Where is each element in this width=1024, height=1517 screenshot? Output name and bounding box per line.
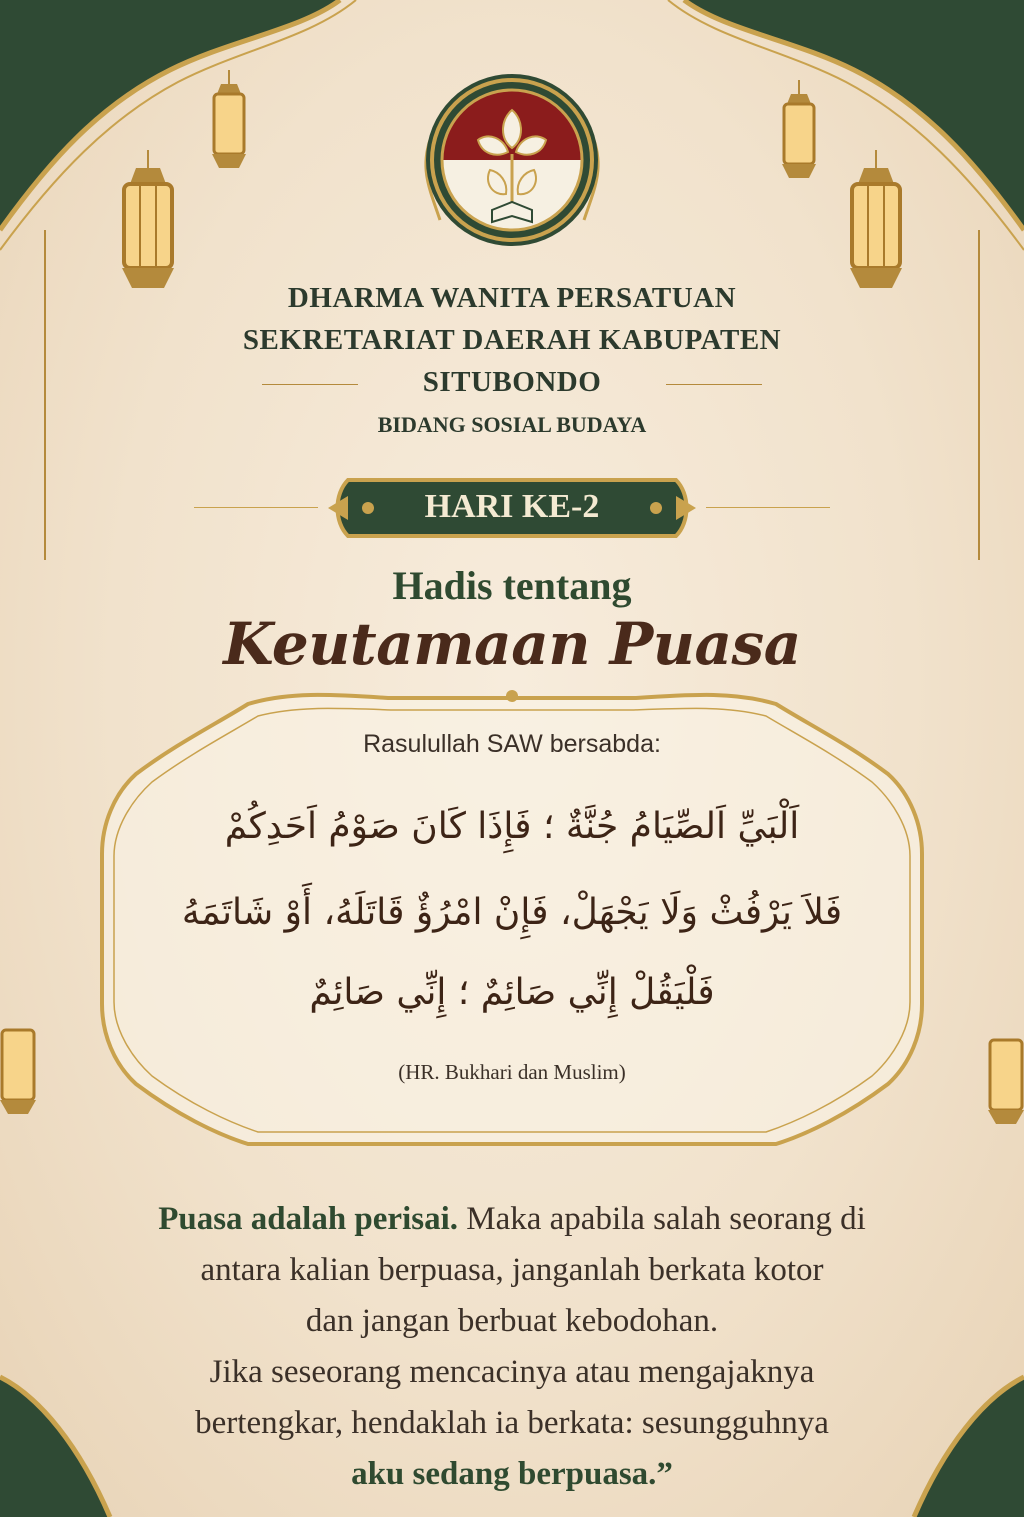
hadith-source: (HR. Bukhari dan Muslim) <box>398 1060 626 1084</box>
arabic-text-line2: فَلاَ يَرْفُثْ وَلَا يَجْهَلْ، فَإِنْ امْرُؤٌ قَاتَلَهُ، أَوْ شَاتَمَهُ <box>181 892 843 933</box>
organization-logo <box>400 70 624 260</box>
translation-line1-rest: Maka apabila salah seorang di <box>458 1201 866 1237</box>
org-name-line3: SITUBONDO <box>422 366 602 398</box>
arabic-text-line3: فَلْيَقُلْ إِنِّي صَائِمٌ ؛ إِنِّي صَائِمٌ <box>309 972 715 1013</box>
translation-line2: antara kalian berpuasa, janganlah berkata kotor <box>200 1252 824 1288</box>
translation-line3: dan jangan berbuat kebodohan. <box>305 1303 719 1339</box>
arabic-text-line1: اَلْبَيِّ اَلصِّيَامُ جُنَّةٌ ؛ فَإِذَا كَانَ صَوْمُ اَحَدِكُمْ <box>224 806 800 847</box>
divider-right <box>666 384 762 385</box>
org-name-line1: DHARMA WANITA PERSATUAN <box>287 282 737 314</box>
department-name: BIDANG SOSIAL BUDAYA <box>377 412 647 437</box>
translation-paragraph <box>90 1194 934 1500</box>
hadith-intro: Rasulullah SAW bersabda: <box>363 730 661 758</box>
lantern-icon <box>774 80 824 190</box>
org-name-line2: SEKRETARIAT DAERAH KABUPATEN <box>242 324 782 356</box>
banner-line-left <box>194 507 318 508</box>
banner-line-right <box>706 507 830 508</box>
divider-left <box>262 384 358 385</box>
translation-line1 <box>90 1194 934 1245</box>
translation-line4: Jika seseorang mencacinya atau mengajaknya <box>209 1354 815 1390</box>
lantern-icon <box>108 150 188 300</box>
translation-line5: bertengkar, hendaklah ia berkata: sesungguhnya <box>195 1405 829 1441</box>
day-label: HARI KE-2 <box>424 488 600 525</box>
lantern-icon <box>836 150 916 300</box>
lantern-icon <box>204 70 254 180</box>
title-line1: Hadis tentang <box>392 563 632 608</box>
translation-highlight-start: Puasa adalah perisai. <box>158 1201 459 1237</box>
title-line2: Keutamaan Puasa <box>223 610 801 678</box>
translation-highlight-end: aku sedang berpuasa.” <box>351 1456 673 1492</box>
